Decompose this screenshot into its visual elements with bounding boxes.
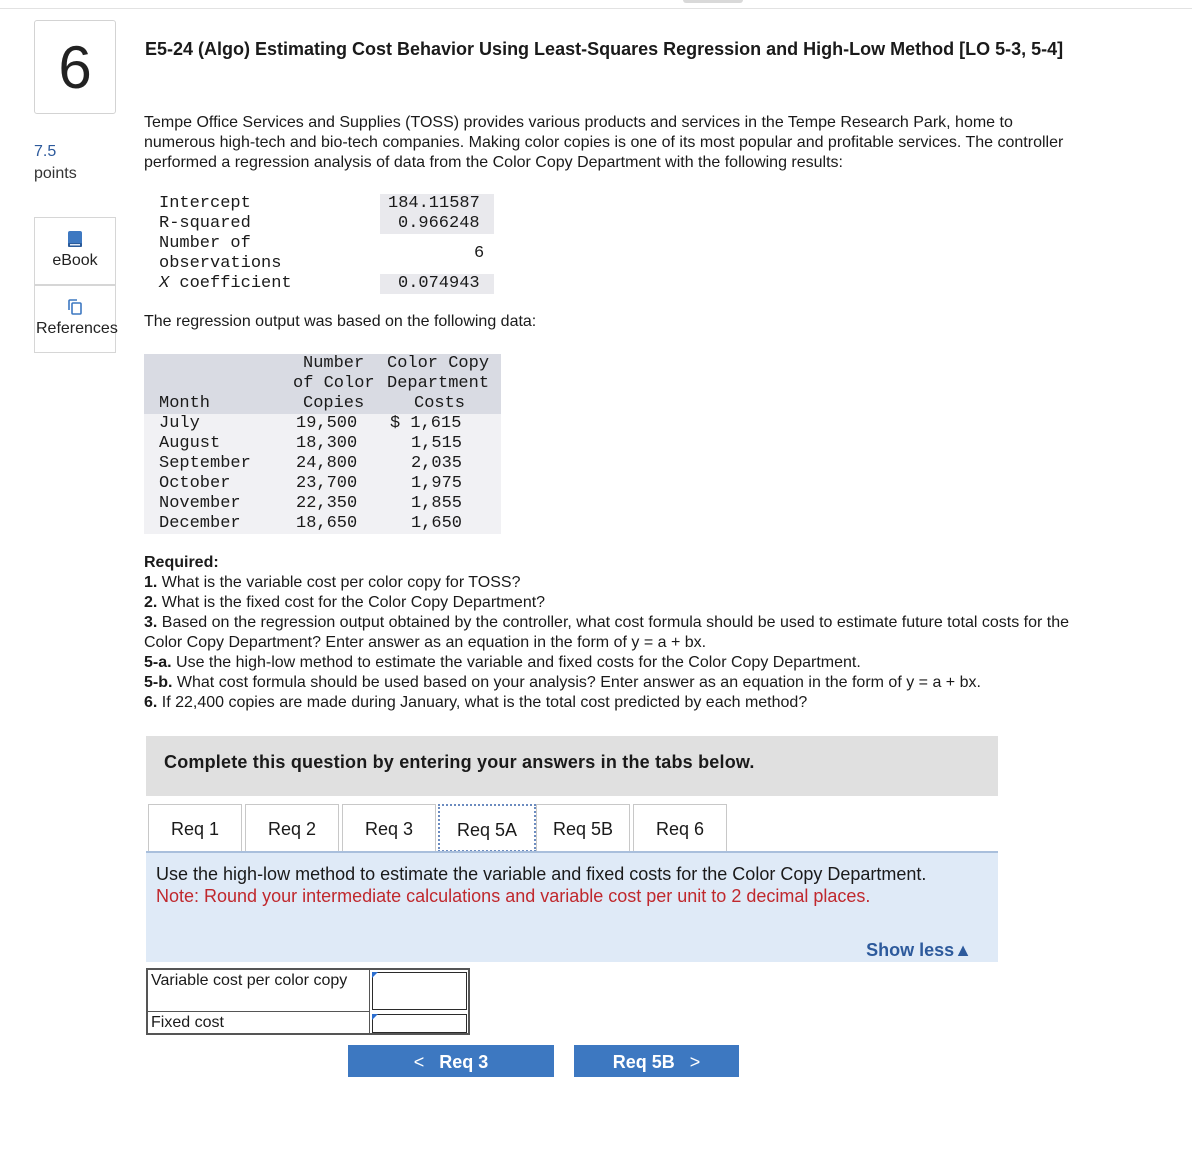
table-row-copies: 19,500 [296,414,358,433]
chevron-right-icon: > [689,1052,701,1072]
table-row-copies: 22,350 [296,494,358,513]
prev-req-button[interactable]: < Req 3 [348,1045,554,1077]
instruction-note: Note: Round your intermediate calculations and variable cost per unit to 2 decimal places. [156,886,871,906]
table-row-month: October [159,474,231,493]
tab-req-3[interactable]: Req 3 [342,804,436,852]
input-flag-icon [372,972,378,978]
table-row-cost: 1,855 [411,494,463,513]
tab-req-6[interactable]: Req 6 [633,804,727,852]
fixed-cost-input[interactable] [372,1014,467,1033]
table-row-month: August [159,434,221,453]
tab-req-1[interactable]: Req 1 [148,804,242,852]
x-coefficient-label: X coefficient [159,274,292,293]
required-item: 6. If 22,400 copies are made during January, what is the total cost predicted by each method? [144,694,808,711]
table-row-month: July [159,414,200,433]
table-row-cost: 1,650 [411,514,463,533]
input-flag-icon [372,1014,378,1020]
table-row-cost: $ 1,615 [390,414,462,433]
points-label: points [34,165,77,182]
table-row-month: November [159,494,241,513]
required-item: 1. What is the variable cost per color copy for TOSS? [144,574,521,591]
regression-note: The regression output was based on the following data: [144,313,537,330]
rsquared-label: R-squared [159,214,251,233]
header-copies-1: Number [303,354,365,373]
show-less-link[interactable]: Show less▲ [866,940,972,960]
table-row-copies: 18,300 [296,434,358,453]
question-title: E5-24 (Algo) Estimating Cost Behavior Using Least-Squares Regression and High-Low Method [LO 5-3, 5-4] [145,39,1064,59]
table-row-copies: 18,650 [296,514,358,533]
answer-table [146,968,470,1035]
instructions-banner: Complete this question by entering your answers in the tabs below. [146,736,998,796]
observations-label-1: Number of [159,234,251,253]
table-row-copies: 24,800 [296,454,358,473]
header-copies-3: Copies [303,394,365,413]
intercept-label: Intercept [159,194,251,213]
ebook-label: eBook [52,252,98,269]
table-row-cost: 1,975 [411,474,463,493]
instruction-text: Use the high-low method to estimate the variable and fixed costs for the Color Copy Department. [156,864,927,884]
required-item: 2. What is the fixed cost for the Color Copy Department? [144,594,546,611]
required-section [144,553,1084,713]
x-coefficient-value: 0.074943 [398,274,480,293]
required-item: 5-b. What cost formula should be used based on your analysis? Enter answer as an equation in the form of y = a + bx. [144,674,981,691]
points-value: 7.5 [34,143,57,160]
header-costs-3: Costs [414,394,466,413]
references-label: References [36,320,118,337]
table-row-month: September [159,454,251,473]
header-costs-2: Department [387,374,490,393]
required-item: 5-a. Use the high-low method to estimate the variable and fixed costs for the Color Copy Department. [144,654,861,671]
table-row-copies: 23,700 [296,474,358,493]
question-number: 6 [34,20,116,114]
tab-req-5b[interactable]: Req 5B [536,804,630,852]
ebook-button[interactable] [34,217,116,285]
top-divider [0,8,1192,9]
tab-req-2[interactable]: Req 2 [245,804,339,852]
table-row-cost: 1,515 [411,434,463,453]
required-heading: Required: [144,554,219,571]
tab-instructions [146,853,998,962]
header-copies-2: of Color [293,374,375,393]
tab-req-5a[interactable]: Req 5A [438,804,536,852]
top-handle[interactable] [683,0,743,3]
table-row-cost: 2,035 [411,454,463,473]
intercept-value: 184.11587 [388,194,480,213]
book-icon [66,230,84,248]
header-month: Month [159,394,211,413]
observations-label-2: observations [159,254,282,273]
references-button[interactable] [34,285,116,353]
observations-value: 6 [474,244,485,263]
chevron-left-icon: < [413,1052,425,1072]
question-intro: Tempe Office Services and Supplies (TOSS) provides various products and services in the Tempe Research Park, home to numerous high-tech and bio-tech companies. Making color copies is one of its most popular and profitable services. The controller performed a regression analysis of data from the Color Copy Department with the following results: [144,114,1064,171]
header-costs-1: Color Copy [387,354,490,373]
table-row-month: December [159,514,241,533]
variable-cost-label: Variable cost per color copy [148,970,370,1012]
required-item: 3. Based on the regression output obtained by the controller, what cost formula should be used to estimate future total costs for the Color Copy Department? Enter answer as an equation in the form of y = a + bx. [144,614,1069,651]
rsquared-value: 0.966248 [398,214,480,233]
next-req-button[interactable]: Req 5B > [574,1045,739,1077]
variable-cost-input[interactable] [372,972,467,1010]
triangle-up-icon: ▲ [954,940,972,960]
fixed-cost-label: Fixed cost [148,1012,370,1035]
copy-icon [66,298,84,316]
